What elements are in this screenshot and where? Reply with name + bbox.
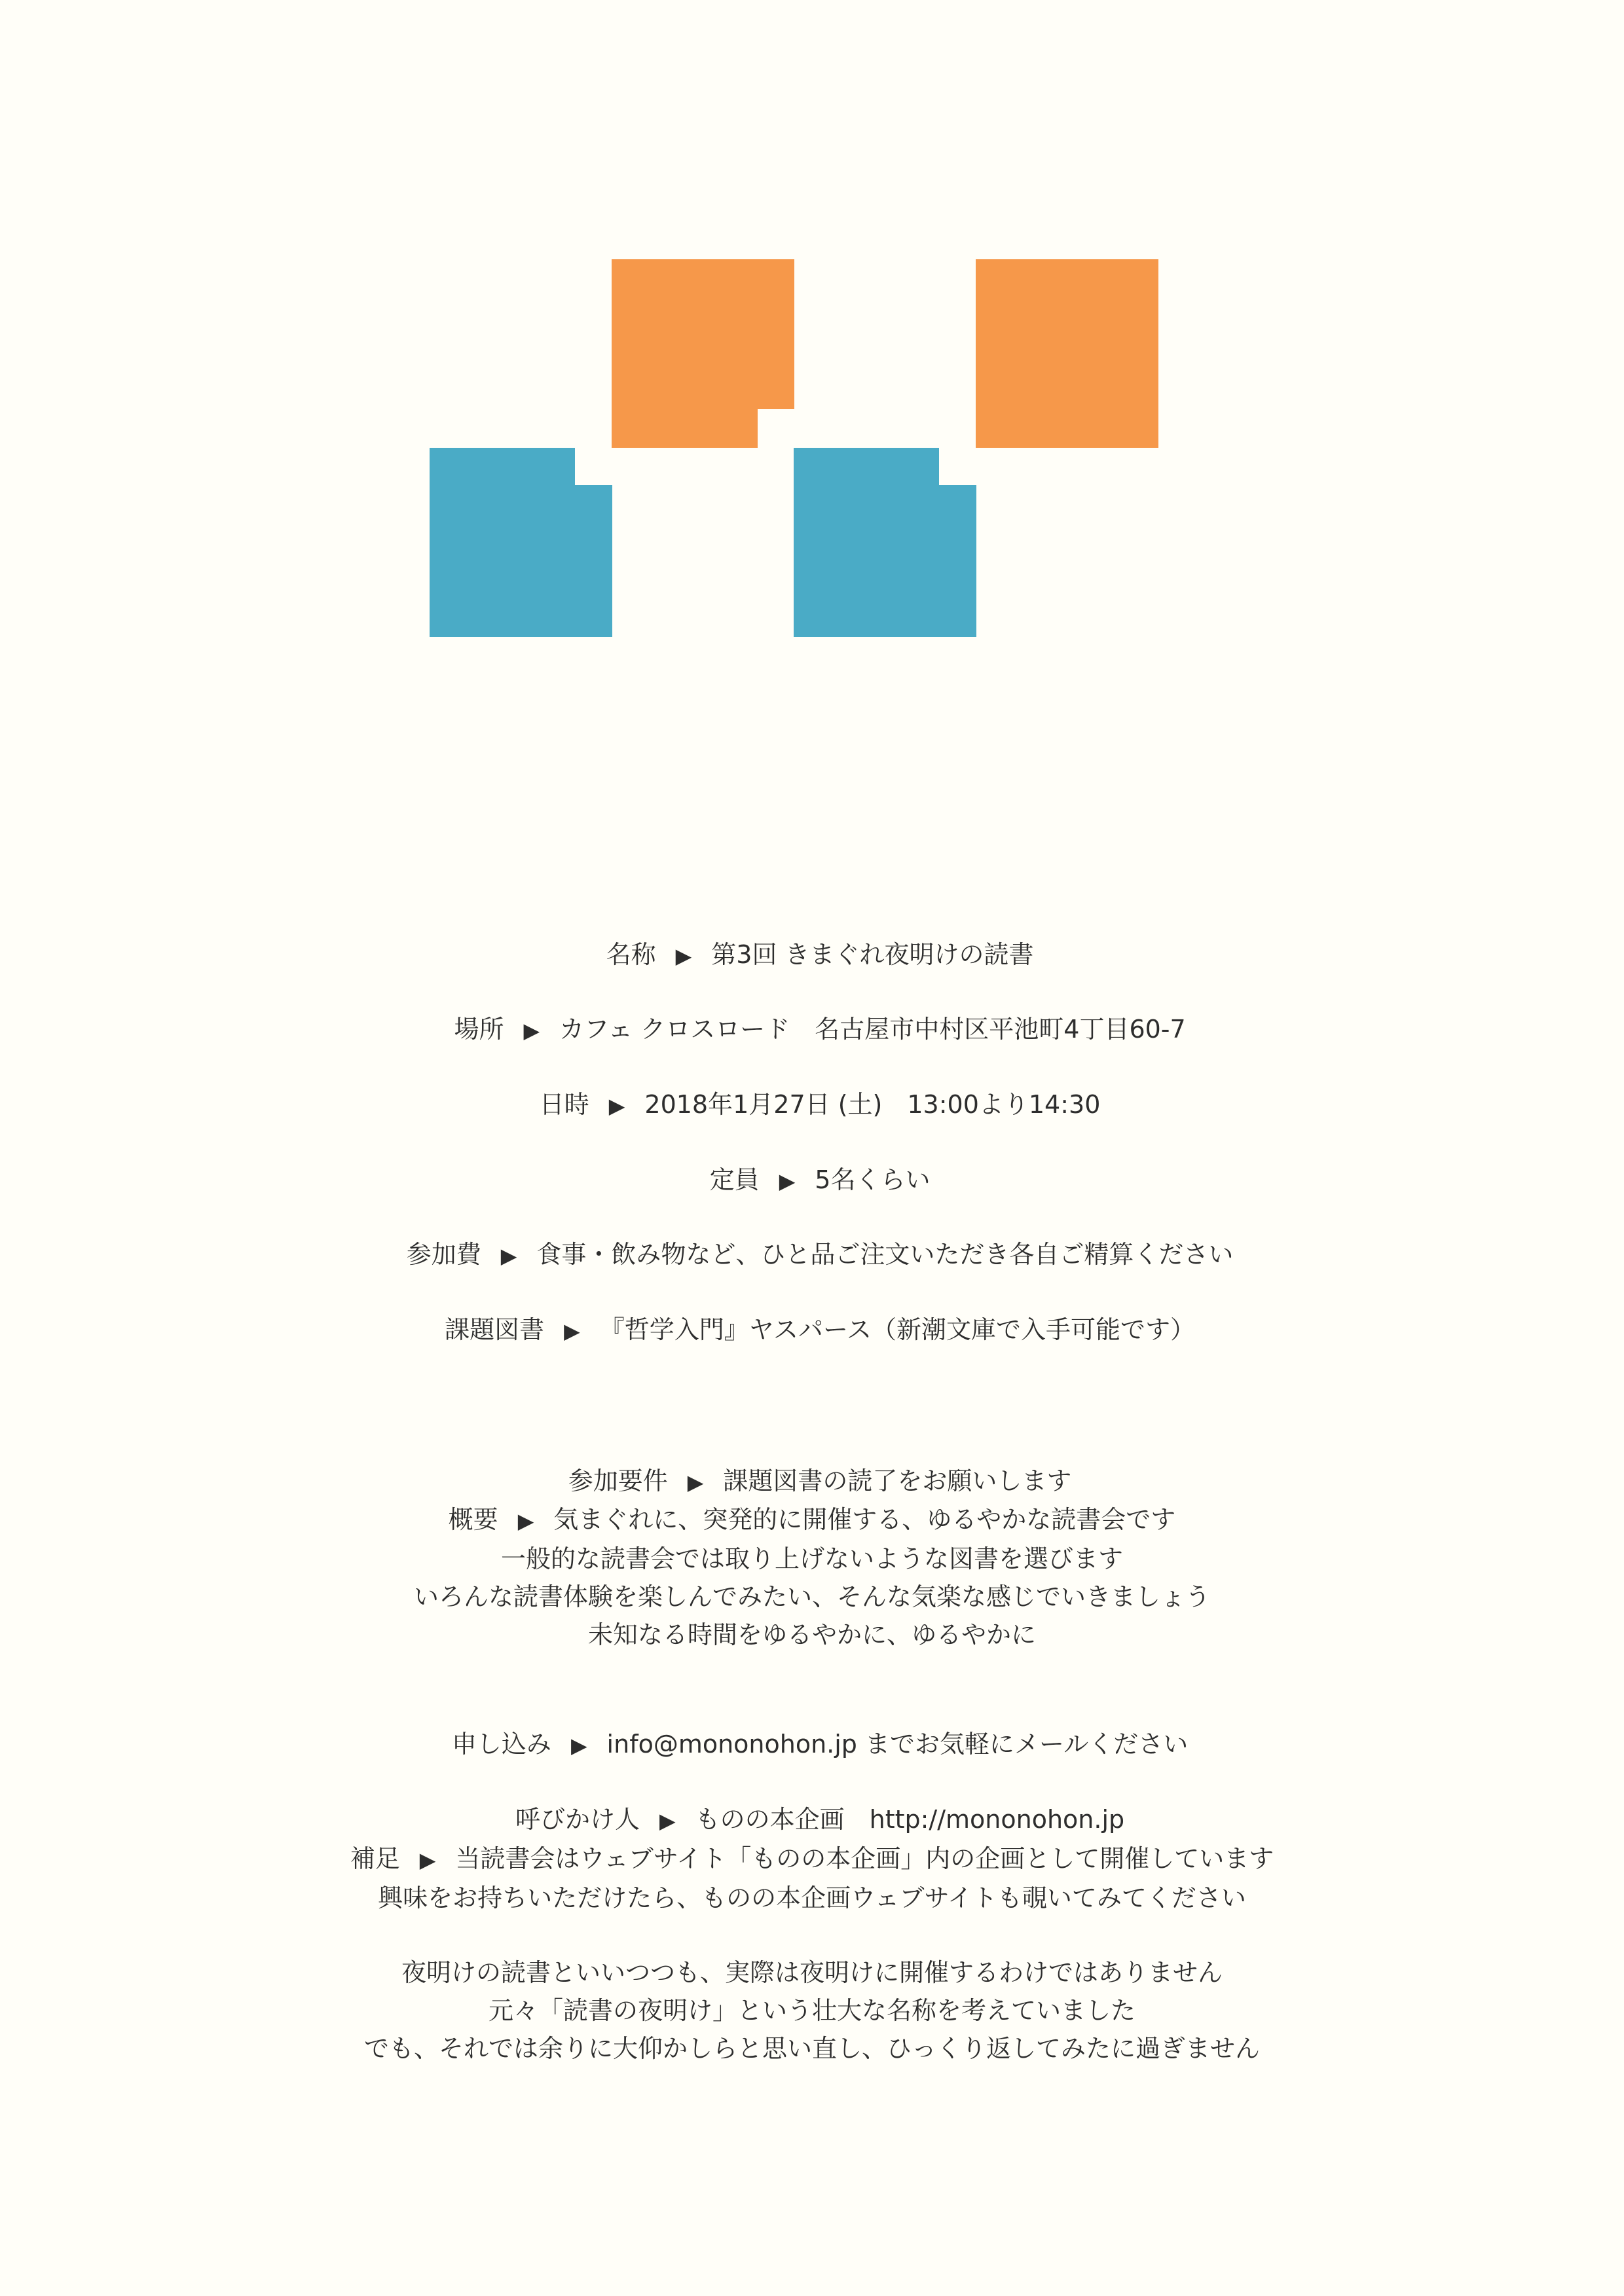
row-capacity-value: 5名くらい: [815, 1165, 931, 1194]
row-apply-value: info@mononohon.jp までお気軽にメールください: [606, 1730, 1189, 1758]
arrow-icon: ▶: [523, 1018, 540, 1043]
row-capacity-label: 定員: [709, 1165, 760, 1194]
arrow-icon: ▶: [608, 1093, 625, 1118]
note-line: でも、それでは余りに大仰かしらと思い直し、ひっくり返してみたに過ぎません: [363, 2034, 1260, 2063]
row-fee-label: 参加費: [406, 1240, 481, 1269]
arrow-icon: ▶: [675, 943, 692, 968]
row-datetime-label: 日時: [539, 1090, 589, 1119]
note-line: 夜明けの読書といいつつも、実際は夜明けに開催するわけではありません: [401, 1958, 1223, 1987]
row-fee-value: 食事・飲み物など、ひと品ご注文いただき各自ご精算ください: [536, 1240, 1234, 1269]
arrow-icon: ▶: [517, 1508, 534, 1533]
row-organizer: [0, 1764, 1624, 1839]
arrow-icon: ▶: [570, 1733, 587, 1758]
row-apply: [0, 1689, 1624, 1764]
row-note-label: 補足: [350, 1844, 400, 1873]
overview-line: いろんな読書体験を楽しんでみたい、そんな気楽な感じでいきましょう: [413, 1582, 1210, 1611]
row-overview-value: 気まぐれに、突発的に開催する、ゆるやかな読書会です: [553, 1505, 1176, 1534]
row-name-value: 第3回 きまぐれ夜明けの読書: [711, 940, 1034, 969]
row-book: [0, 1275, 1624, 1349]
logo-orange-square-right: [976, 259, 1158, 448]
row-datetime: [0, 1049, 1624, 1124]
row-requirement-value: 課題図書の読了をお願いします: [723, 1467, 1072, 1495]
row-datetime-value: 2018年1月27日 (土) 13:00より14:30: [644, 1090, 1101, 1119]
arrow-icon: ▶: [659, 1808, 676, 1833]
logo: [0, 0, 1624, 655]
row-place: [0, 974, 1624, 1049]
row-name-label: 名称: [606, 940, 656, 969]
row-place-label: 場所: [454, 1015, 504, 1044]
row-note: [0, 1840, 1624, 1917]
logo-blue-square-right: [794, 448, 976, 637]
row-organizer-label: 呼びかけ人: [515, 1805, 640, 1834]
logo-orange-square-left: [612, 259, 794, 448]
overview-line: 一般的な読書会では取り上げないような図書を選びます: [500, 1544, 1123, 1573]
overview-line: 未知なる時間をゆるやかに、ゆるやかに: [587, 1620, 1036, 1649]
arrow-icon: ▶: [419, 1848, 436, 1872]
row-book-label: 課題図書: [445, 1315, 545, 1344]
row-fee: [0, 1199, 1624, 1274]
arrow-icon: ▶: [687, 1470, 704, 1495]
row-overview: [0, 1501, 1624, 1654]
row-requirement-label: 参加要件: [568, 1467, 668, 1495]
row-place-value: カフェ クロスロード 名古屋市中村区平池町4丁目60-7: [559, 1015, 1186, 1044]
row-organizer-value: ものの本企画 http://mononohon.jp: [695, 1805, 1125, 1834]
row-apply-label: 申し込み: [451, 1730, 551, 1758]
row-book-value: 『哲学入門』ヤスパース（新潮文庫で入手可能です）: [599, 1315, 1196, 1344]
note-line: 興味をお持ちいただけたら、ものの本企画ウェブサイトも覗いてみてください: [378, 1884, 1246, 1912]
row-name: [0, 900, 1624, 974]
arrow-icon: ▶: [779, 1169, 796, 1194]
note-line: 元々「読書の夜明け」という壮大な名称を考えていました: [488, 1996, 1135, 2025]
row-overview-first-line: [0, 1501, 1624, 1540]
row-capacity: [0, 1125, 1624, 1199]
row-requirement: [0, 1426, 1624, 1501]
row-overview-label: 概要: [448, 1505, 498, 1534]
logo-blue-square-left: [430, 448, 612, 637]
row-note-first-line: [0, 1840, 1624, 1879]
row-note-value: 当読書会はウェブサイト「ものの本企画」内の企画として開催しています: [455, 1844, 1274, 1873]
arrow-icon: ▶: [500, 1243, 517, 1268]
note-paragraph: [0, 1954, 1624, 2068]
arrow-icon: ▶: [564, 1319, 580, 1343]
